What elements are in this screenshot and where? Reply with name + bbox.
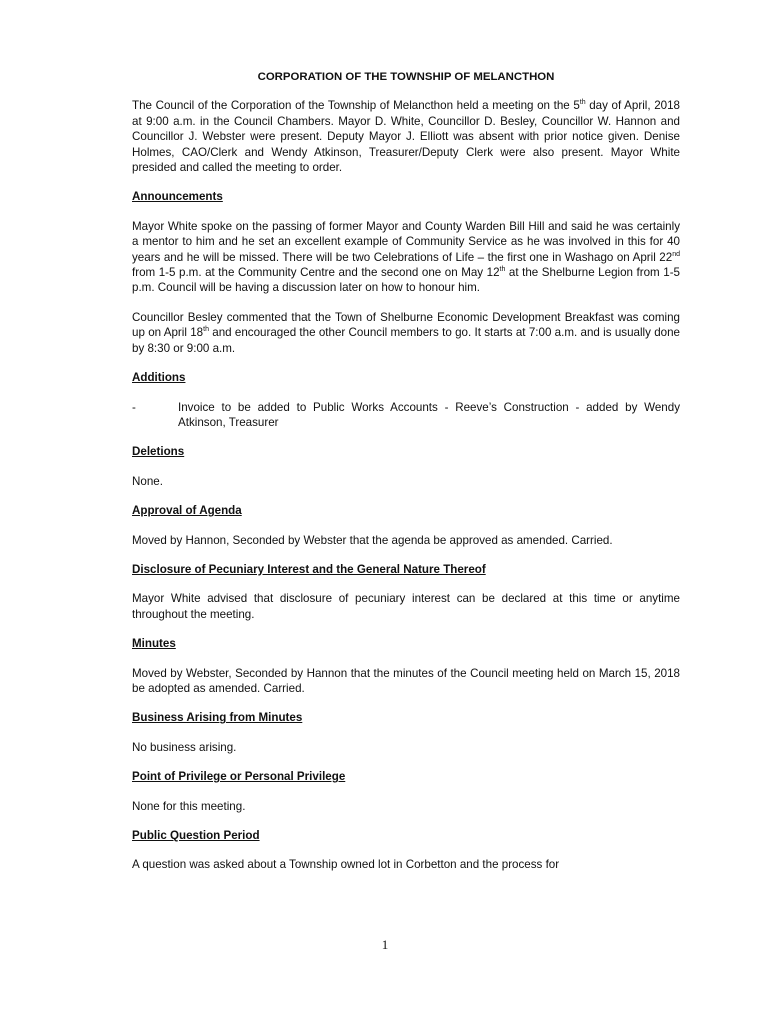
document-title: CORPORATION OF THE TOWNSHIP OF MELANCTHON	[257, 71, 555, 83]
announcement-2-text-2: and encouraged the other Council members to go. It starts at 7:00 a.m. and is usually done by 8:30 or 9:00 a.m.	[132, 326, 680, 355]
additions-list-item	[132, 400, 680, 431]
agenda-heading: Approval of Agenda	[132, 504, 242, 518]
announcements-heading: Announcements	[132, 190, 223, 204]
privilege-heading: Point of Privilege or Personal Privilege	[132, 770, 346, 784]
announcement-2-text-1: Councillor Besley commented that the Town of Shelburne Economic Development Breakfast was coming up on April 18	[132, 310, 680, 340]
public-question-heading: Public Question Period	[132, 829, 260, 842]
disclosure-heading: Disclosure of Pecuniary Interest and the General Nature Thereof	[132, 562, 486, 576]
announcement-1-text-1: Mayor White spoke on the passing of former Mayor and County Warden Bill Hill and said he was certainly a mentor to him and he set an excellent example of Community Service as he was involved in this for 40 years and he will be missed. There will be two Celebrations of Life – the first one in Washago on April 22	[132, 219, 680, 264]
dash-bullet: -	[132, 400, 136, 414]
announcement-1-sup-1: nd	[672, 250, 680, 258]
announcement-paragraph-2	[132, 310, 680, 356]
announcement-1-sup-2: th	[499, 266, 506, 274]
additions-heading: Additions	[132, 371, 186, 385]
announcement-paragraph-1	[132, 219, 680, 296]
deletions-heading: Deletions	[132, 445, 185, 459]
minutes-heading: Minutes	[132, 637, 176, 651]
document-body	[132, 70, 680, 887]
announcement-1-text-2: from 1-5 p.m. at the Community Centre and the second one on May 12	[132, 266, 500, 280]
minutes-text: Moved by Webster, Seconded by Hannon that the minutes of the Council meeting held on March 15, 2018 be adopted as amended. Carried.	[132, 666, 680, 695]
deletions-text: None.	[132, 474, 163, 488]
public-question-text: A question was asked about a Township owned lot in Corbetton and the process for	[132, 858, 560, 872]
business-heading: Business Arising from Minutes	[132, 711, 303, 725]
intro-sup: th	[579, 99, 586, 107]
intro-text-1: The Council of the Corporation of the Township of Melancthon held a meeting on the 5	[132, 99, 580, 113]
intro-text-2: day of April, 2018 at 9:00 a.m. in the Council Chambers. Mayor D. White, Councillor D. Besley, Councillor W. Hannon and Councillor J. Webster were present. Deputy Mayor J. Elliott was absent with prior notice given. Denise Holmes, CAO/Clerk and Wendy Atkinson, Treasurer/Deputy Clerk were also present. Mayor White presided and called the meeting to order.	[132, 99, 680, 175]
page-number: 1	[381, 937, 389, 952]
disclosure-text: Mayor White advised that disclosure of pecuniary interest can be declared at this time or anytime throughout the meeting.	[132, 592, 680, 621]
additions-item-text: Invoice to be added to Public Works Accounts - Reeve’s Construction - added by Wendy Atkinson, Treasurer	[178, 400, 680, 429]
privilege-text: None for this meeting.	[132, 799, 246, 813]
agenda-text: Moved by Hannon, Seconded by Webster that the agenda be approved as amended. Carried.	[132, 533, 613, 547]
announcement-2-sup: th	[203, 326, 209, 334]
intro-paragraph	[132, 98, 680, 175]
announcement-1-text-3: at the Shelburne Legion from 1-5 p.m. Council will be having a discussion later on how to honour him.	[132, 266, 680, 295]
business-text: No business arising.	[132, 740, 237, 754]
